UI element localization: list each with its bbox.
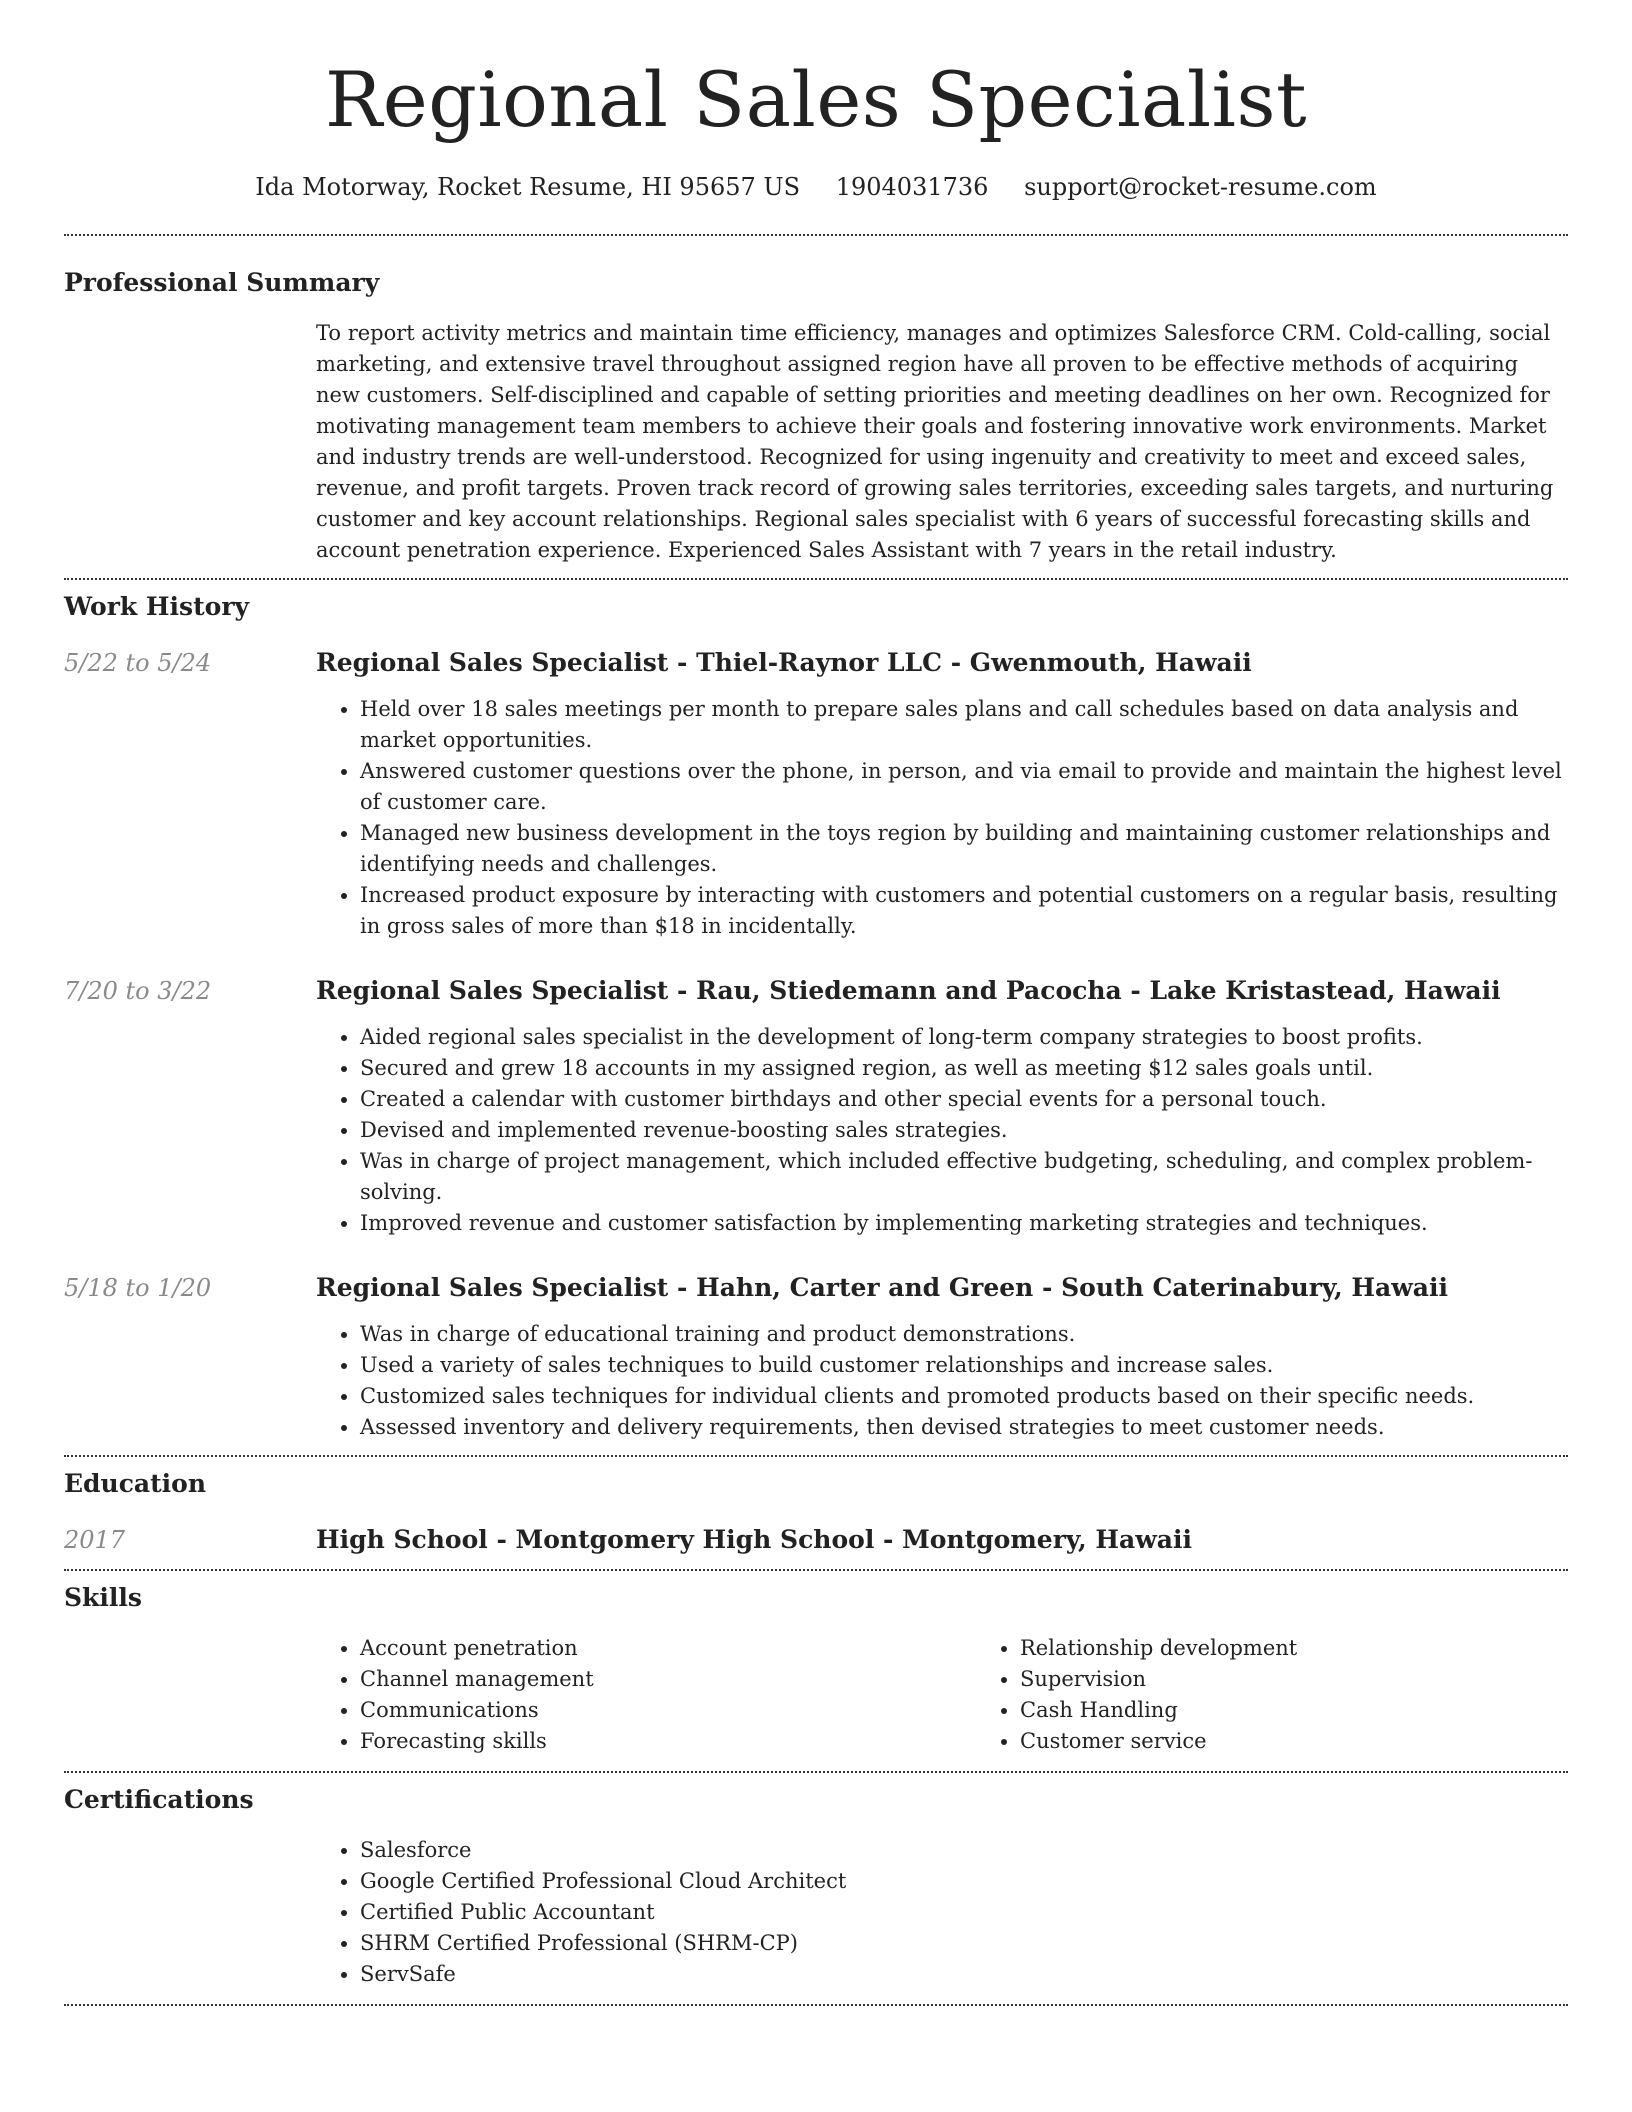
list-item: • Improved revenue and customer satisfaction by implementing marketing strategies and techniques. — [360, 1208, 1568, 1239]
list-item: • Channel management — [360, 1664, 976, 1695]
job-bullets — [316, 1319, 1568, 1443]
list-item: • Customized sales techniques for individual clients and promoted products based on their specific needs. — [360, 1381, 1568, 1412]
list-item: • Customer service — [1020, 1726, 1568, 1757]
contact-line — [64, 170, 1568, 204]
list-item: • Assessed inventory and delivery requirements, then devised strategies to meet customer needs. — [360, 1412, 1568, 1443]
summary-text: To report activity metrics and maintain time efficiency, manages and optimizes Salesforce CRM. Cold-calling, social marketing, and extensive travel throughout assigned region have all proven to be effective methods of acquiring new customers. Self-disciplined and capable of setting priorities and meeting deadlines on her own. Recognized for motivating management team members to achieve their goals and fostering innovative work environments. Market and industry trends are well-understood. Recognized for using ingenuity and creativity to meet and exceed sales, revenue, and profit targets. Proven track record of growing sales territories, exceeding sales targets, and nurturing customer and key account relationships. Regional sales specialist with 6 years of successful forecasting skills and account penetration experience. Experienced Sales Assistant with 7 years in the retail industry. — [316, 321, 1554, 562]
work-history-section — [64, 580, 1568, 1455]
education-title: Education — [64, 1469, 207, 1498]
list-item: • Forecasting skills — [360, 1726, 976, 1757]
job-dates: 7/20 to 3/22 — [64, 977, 212, 1005]
certifications-section — [64, 1773, 1568, 2004]
work-history-title: Work History — [64, 592, 250, 621]
page-title: Regional Sales Specialist — [325, 55, 1307, 144]
education-heading: High School - Montgomery High School - Montgomery, Hawaii — [316, 1525, 1192, 1554]
list-item: • Cash Handling — [1020, 1695, 1568, 1726]
list-item: • Managed new business development in the toys region by building and maintaining customer relationships and identifying needs and challenges. — [360, 818, 1568, 880]
list-item: • Created a calendar with customer birthdays and other special events for a personal touch. — [360, 1084, 1568, 1115]
job-entry — [64, 974, 1568, 1239]
job-heading: Regional Sales Specialist - Hahn, Carter and Green - South Caterinabury, Hawaii — [316, 1273, 1448, 1302]
summary-title: Professional Summary — [64, 268, 380, 297]
job-entry — [64, 646, 1568, 942]
job-heading: Regional Sales Specialist - Thiel-Raynor LLC - Gwenmouth, Hawaii — [316, 648, 1252, 677]
job-dates: 5/22 to 5/24 — [64, 649, 212, 677]
list-item: • Account penetration — [360, 1633, 976, 1664]
list-item: • ServSafe — [360, 1959, 1568, 1990]
skills-list-left — [316, 1633, 976, 1757]
skills-title: Skills — [64, 1583, 142, 1612]
contact-address: Ida Motorway, Rocket Resume, HI 95657 US — [255, 173, 801, 201]
list-item: • Supervision — [1020, 1664, 1568, 1695]
list-item: • Google Certified Professional Cloud Architect — [360, 1866, 1568, 1897]
list-item: • Communications — [360, 1695, 976, 1726]
list-item: • Was in charge of educational training and product demonstrations. — [360, 1319, 1568, 1350]
section-divider — [64, 2004, 1568, 2006]
education-section — [64, 1457, 1568, 1569]
list-item: • Salesforce — [360, 1835, 1568, 1866]
contact-phone: 1904031736 — [835, 173, 989, 201]
job-heading: Regional Sales Specialist - Rau, Stiedemann and Pacocha - Lake Kristastead, Hawaii — [316, 976, 1501, 1005]
list-item: • Answered customer questions over the phone, in person, and via email to provide and maintain the highest level of customer care. — [360, 756, 1568, 818]
contact-email: support@rocket-resume.com — [1024, 173, 1377, 201]
skills-section — [64, 1571, 1568, 1771]
job-bullets — [316, 694, 1568, 942]
job-bullets — [316, 1022, 1568, 1239]
list-item: • Devised and implemented revenue-boosting sales strategies. — [360, 1115, 1568, 1146]
certifications-title: Certifications — [64, 1785, 254, 1814]
job-entry — [64, 1271, 1568, 1455]
education-year: 2017 — [64, 1526, 126, 1554]
job-dates: 5/18 to 1/20 — [64, 1274, 212, 1302]
list-item: • Aided regional sales specialist in the development of long-term company strategies to boost profits. — [360, 1022, 1568, 1053]
resume-header — [64, 52, 1568, 204]
list-item: • Increased product exposure by interacting with customers and potential customers on a regular basis, resulting in gross sales of more than $18 in incidentally. — [360, 880, 1568, 942]
list-item: • SHRM Certified Professional (SHRM-CP) — [360, 1928, 1568, 1959]
summary-section — [64, 236, 1568, 578]
skills-list-right — [976, 1633, 1568, 1757]
list-item: • Relationship development — [1020, 1633, 1568, 1664]
list-item: • Held over 18 sales meetings per month to prepare sales plans and call schedules based on data analysis and market opportunities. — [360, 694, 1568, 756]
list-item: • Certified Public Accountant — [360, 1897, 1568, 1928]
list-item: • Was in charge of project management, which included effective budgeting, scheduling, and complex problem-solving. — [360, 1146, 1568, 1208]
list-item: • Secured and grew 18 accounts in my assigned region, as well as meeting $12 sales goals until. — [360, 1053, 1568, 1084]
list-item: • Used a variety of sales techniques to build customer relationships and increase sales. — [360, 1350, 1568, 1381]
certifications-list — [316, 1835, 1568, 1990]
